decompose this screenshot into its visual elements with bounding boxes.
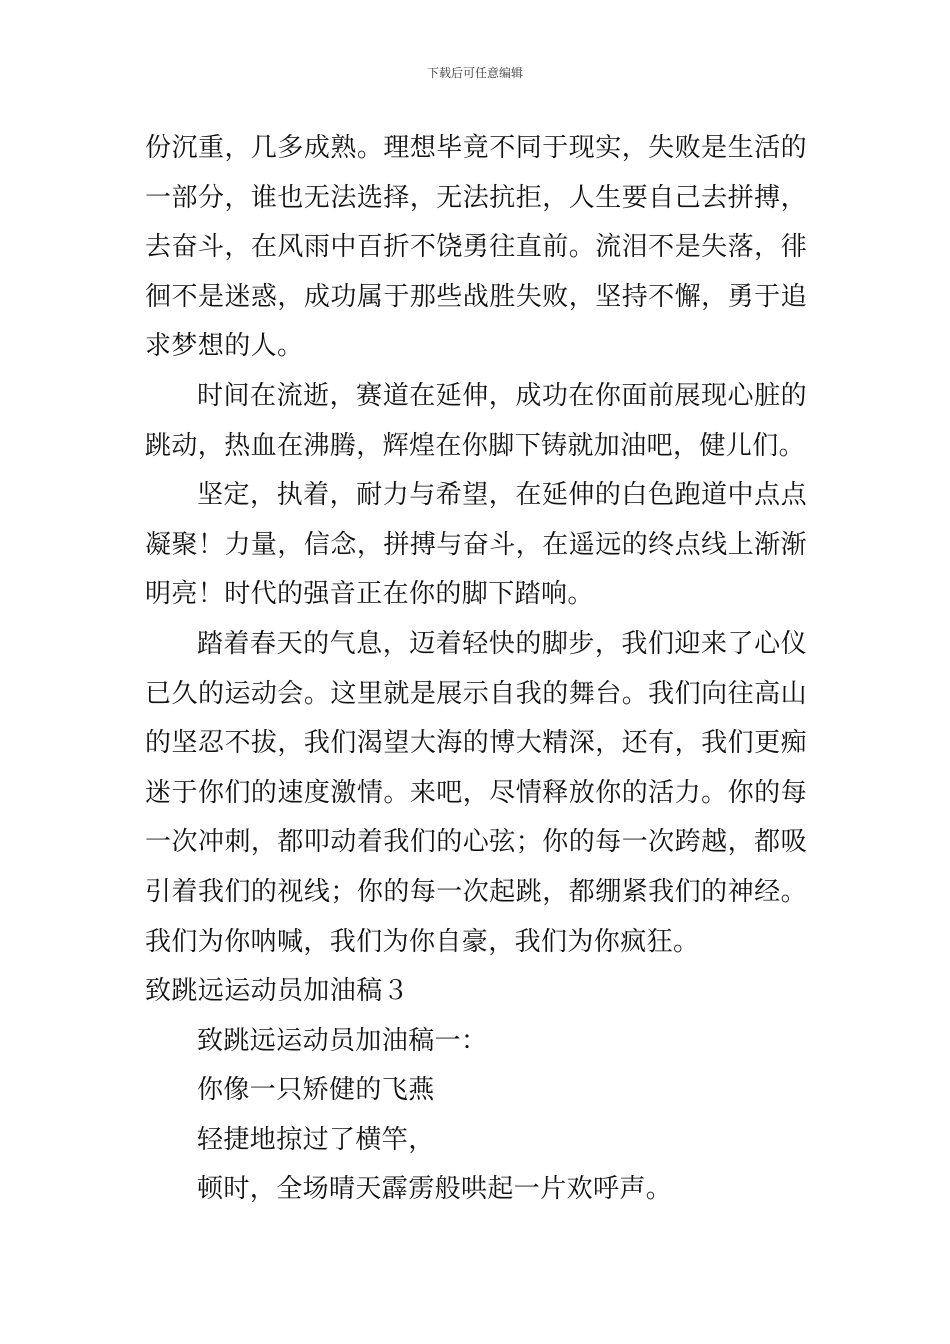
poem-line: 轻捷地掠过了横竿， xyxy=(197,1124,435,1155)
poem-line: 你像一只矫健的飞燕 xyxy=(197,1075,435,1106)
section-title: 致跳远运动员加油稿３ xyxy=(145,976,410,1007)
paragraph-continued: 份沉重，几多成熟。理想毕竟不同于现实，失败是生活的一部分，谁也无法选择，无法抗拒，人生要自己去拼搏，去奋斗，在风雨中百折不饶勇往直前。流泪不是失落，徘徊不是迷惑，成功属于那些战胜失败，坚持不懈，勇于追求梦想的人。 xyxy=(145,133,807,362)
paragraph-determination: 坚定，执着，耐力与希望，在延伸的白色跑道中点点凝聚！力量，信念，拼搏与奋斗，在遥远的终点线上渐渐明亮！时代的强音正在你的脚下踏响。 xyxy=(145,480,807,610)
page-header-note: 下载后可任意编辑 xyxy=(426,66,523,80)
poem-line: 顿时，全场晴天霹雳般哄起一片欢呼声。 xyxy=(197,1174,673,1205)
paragraph-spring-games: 踏着春天的气息，迈着轻快的脚步，我们迎来了心仪已久的运动会。这里就是展示自我的舞台。我们向往高山的坚忍不拔，我们渴望大海的博大精深，还有，我们更痴迷于你们的速度激情。来吧，尽情释放你的活力。你的每一次冲刺，都叩动着我们的心弦；你的每一次跨越，都吸引着我们的视线；你的每一次起跳，都绷紧我们的神经。我们为你呐喊，我们为你自豪，我们为你疯狂。 xyxy=(145,628,807,957)
paragraph-time-flowing: 时间在流逝，赛道在延伸，成功在你面前展现心脏的跳动，热血在沸腾，辉煌在你脚下铸就加油吧，健儿们。 xyxy=(145,380,807,461)
poem-line: 致跳远运动员加油稿一： xyxy=(197,1025,488,1056)
document-body xyxy=(145,124,807,1215)
